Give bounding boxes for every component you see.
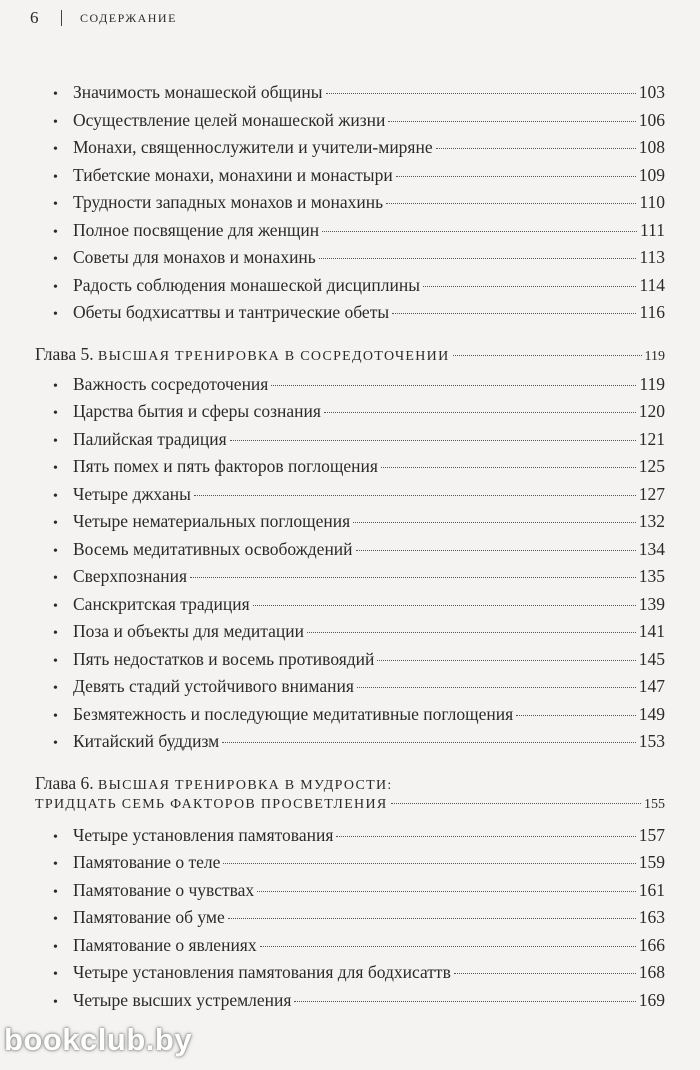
chapter-title-line-2: ТРИДЦАТЬ СЕМЬ ФАКТОРОВ ПРОСВЕТЛЕНИЯ: [35, 796, 388, 812]
toc-group-3: [35, 825, 665, 1018]
chapter-title: ВЫСШАЯ ТРЕНИРОВКА В СОСРЕДОТОЧЕНИИ: [97, 348, 450, 364]
dot-leader: [322, 231, 637, 232]
entry-title: Обеты бодхисаттвы и тантрические обеты: [73, 302, 390, 322]
entry-page: 135: [638, 566, 665, 586]
entry-page: 139: [638, 593, 665, 614]
bullet: •: [53, 252, 58, 267]
dot-leader: [294, 1001, 635, 1002]
toc-entry[interactable]: [35, 247, 665, 275]
bullet: •: [53, 224, 58, 240]
entry-page: 168: [638, 962, 665, 982]
chapter-5-heading[interactable]: [35, 344, 665, 374]
dot-leader: [454, 973, 636, 974]
entry-page: 161: [638, 879, 665, 900]
entry-title: Значимость монашеской общины: [73, 82, 323, 102]
toc-entry[interactable]: [35, 456, 665, 484]
entry-page: 147: [638, 676, 665, 696]
dot-leader: [326, 93, 636, 94]
entry-title: Восемь медитативных освобождений: [73, 538, 353, 559]
bullet: •: [53, 912, 58, 927]
entry-title: Пять недостатков и восемь противоядий: [73, 648, 375, 669]
bullet: •: [53, 461, 58, 476]
toc-entry[interactable]: [35, 137, 665, 165]
bullet: •: [53, 884, 58, 900]
chapter-6-heading[interactable]: [35, 773, 665, 825]
chapter-page: 155: [644, 796, 665, 812]
bullet: •: [53, 653, 58, 669]
toc-entry[interactable]: [35, 484, 665, 512]
entry-page: 127: [638, 483, 665, 504]
bullet: •: [53, 543, 58, 559]
bullet: •: [53, 406, 58, 421]
entry-title: Четыре установления памятования: [73, 824, 334, 845]
bullet: •: [53, 598, 58, 614]
bullet: •: [53, 378, 58, 394]
bullet: •: [53, 571, 58, 586]
entry-page: 109: [638, 164, 665, 185]
toc-entry[interactable]: [35, 511, 665, 539]
dot-leader: [190, 577, 636, 578]
bullet: •: [53, 307, 58, 322]
bullet: •: [53, 939, 58, 955]
dot-leader: [194, 495, 636, 496]
dot-leader: [392, 313, 636, 314]
entry-title: Четыре нематериальных поглощения: [73, 511, 351, 531]
chapter-heading-line-1: [35, 773, 665, 797]
toc-entry[interactable]: [35, 165, 665, 193]
bullet: •: [53, 114, 58, 130]
dot-leader: [396, 176, 636, 177]
toc-entry[interactable]: [35, 220, 665, 248]
entry-title: Монахи, священнослужители и учители-миряне: [73, 137, 433, 157]
entry-page: 119: [639, 373, 665, 394]
entry-page: 132: [638, 511, 665, 531]
chapter-title-line-1: ВЫСШАЯ ТРЕНИРОВКА В МУДРОСТИ:: [97, 777, 393, 793]
chapter-label: Глава 6.: [35, 772, 94, 793]
dot-leader: [223, 863, 635, 864]
dot-leader: [356, 550, 636, 551]
dot-leader: [388, 121, 635, 122]
entry-title: Безмятежность и последующие медитативные поглощения: [73, 703, 514, 724]
entry-title: Санскритская традиция: [73, 593, 250, 614]
dot-leader: [260, 946, 636, 947]
dot-leader: [436, 148, 636, 149]
dot-leader: [253, 605, 636, 606]
dot-leader: [222, 742, 636, 743]
entry-page: 169: [638, 989, 665, 1010]
bullet: •: [53, 516, 58, 531]
entry-page: 106: [638, 109, 665, 130]
bullet: •: [53, 279, 58, 295]
bullet: •: [53, 994, 58, 1010]
entry-page: 111: [640, 219, 665, 240]
toc-entry[interactable]: [35, 704, 665, 732]
entry-page: 103: [638, 82, 665, 102]
entry-title: Осуществление целей монашеской жизни: [73, 109, 386, 130]
entry-page: 116: [639, 302, 665, 322]
dot-leader: [319, 258, 637, 259]
bullet: •: [53, 829, 58, 845]
entry-title: Памятование о чувствах: [73, 879, 255, 900]
bullet: •: [53, 169, 58, 185]
entry-page: 121: [638, 428, 665, 449]
entry-title: Пять помех и пять факторов поглощения: [73, 456, 378, 476]
bullet: •: [53, 87, 58, 102]
dot-leader: [257, 891, 636, 892]
entry-title: Китайский буддизм: [73, 731, 220, 751]
toc-entry[interactable]: [35, 649, 665, 677]
entry-title: Радость соблюдения монашеской дисциплины: [73, 274, 420, 295]
toc-entry[interactable]: [35, 676, 665, 704]
bullet: •: [53, 708, 58, 724]
toc-entry[interactable]: [35, 731, 665, 759]
toc-entry[interactable]: [35, 401, 665, 429]
toc-entry[interactable]: [35, 935, 665, 963]
bullet: •: [53, 142, 58, 157]
chapter-label: Глава 5.: [35, 343, 94, 364]
toc-entry[interactable]: [35, 566, 665, 594]
entry-title: Четыре установления памятования для бодхисаттв: [73, 962, 451, 982]
entry-page: 157: [638, 824, 665, 845]
entry-page: 134: [638, 538, 665, 559]
entry-page: 163: [638, 907, 665, 927]
toc-entry[interactable]: [35, 990, 665, 1018]
toc-entry[interactable]: [35, 374, 665, 402]
entry-title: Царства бытия и сферы сознания: [73, 401, 321, 421]
entry-title: Полное посвящение для женщин: [73, 219, 320, 240]
section-title: СОДЕРЖАНИЕ: [80, 10, 177, 25]
entry-title: Трудности западных монахов и монахинь: [73, 192, 384, 212]
toc-entry[interactable]: [35, 962, 665, 990]
entry-title: Тибетские монахи, монахини и монастыри: [73, 164, 393, 185]
toc-entry[interactable]: [35, 825, 665, 853]
entry-page: 153: [638, 731, 665, 751]
entry-page: 113: [639, 247, 665, 267]
dot-leader: [423, 286, 636, 287]
entry-title: Памятование о явлениях: [73, 934, 257, 955]
entry-title: Советы для монахов и монахинь: [73, 247, 316, 267]
entry-title: Сверхпознания: [73, 566, 188, 586]
dot-leader: [307, 632, 636, 633]
bullet: •: [53, 197, 58, 212]
dot-leader: [324, 412, 636, 413]
dot-leader: [377, 660, 635, 661]
entry-title: Поза и объекты для медитации: [73, 621, 304, 641]
dot-leader: [391, 803, 641, 804]
bullet: •: [53, 857, 58, 872]
running-head: [30, 8, 177, 28]
bullet: •: [53, 488, 58, 504]
chapter-heading-line-2: [35, 797, 665, 825]
bullet: •: [53, 626, 58, 641]
entry-page: 120: [638, 401, 665, 421]
entry-title: Памятование об уме: [73, 907, 225, 927]
table-of-contents: [35, 82, 665, 1017]
entry-page: 166: [638, 934, 665, 955]
entry-page: 125: [638, 456, 665, 476]
chapter-page: 119: [644, 348, 665, 364]
dot-leader: [353, 522, 636, 523]
entry-title: Четыре джханы: [73, 483, 191, 504]
dot-leader: [386, 203, 636, 204]
dot-leader: [228, 918, 636, 919]
entry-page: 108: [638, 137, 665, 157]
entry-title: Памятование о теле: [73, 852, 221, 872]
entry-page: 145: [638, 648, 665, 669]
dot-leader: [516, 715, 636, 716]
dot-leader: [336, 836, 635, 837]
entry-page: 141: [638, 621, 665, 641]
toc-entry[interactable]: [35, 192, 665, 220]
toc-entry[interactable]: [35, 852, 665, 880]
dot-leader: [381, 467, 636, 468]
toc-entry[interactable]: [35, 539, 665, 567]
header-divider: [61, 10, 62, 26]
toc-entry[interactable]: [35, 594, 665, 622]
bullet: •: [53, 433, 58, 449]
toc-entry[interactable]: [35, 621, 665, 649]
page-number: 6: [30, 8, 39, 27]
toc-entry[interactable]: [35, 907, 665, 935]
dot-leader: [230, 440, 636, 441]
entry-title: Важность сосредоточения: [73, 373, 269, 394]
toc-entry[interactable]: [35, 275, 665, 303]
entry-title: Девять стадий устойчивого внимания: [73, 676, 354, 696]
dot-leader: [453, 355, 642, 356]
bullet: •: [53, 967, 58, 982]
entry-page: 114: [639, 274, 665, 295]
entry-page: 149: [638, 703, 665, 724]
watermark: bookclub.by: [4, 1022, 193, 1057]
toc-entry[interactable]: [35, 429, 665, 457]
dot-leader: [357, 687, 636, 688]
toc-entry[interactable]: [35, 880, 665, 908]
toc-group-2: [35, 374, 665, 759]
toc-entry[interactable]: [35, 302, 665, 330]
bullet: •: [53, 736, 58, 751]
entry-page: 159: [638, 852, 665, 872]
dot-leader: [271, 385, 636, 386]
bullet: •: [53, 681, 58, 696]
entry-title: Палийская традиция: [73, 428, 227, 449]
toc-group-1: [35, 82, 665, 330]
entry-title: Четыре высших устремления: [73, 989, 292, 1010]
entry-page: 110: [639, 192, 665, 212]
toc-entry[interactable]: [35, 82, 665, 110]
toc-entry[interactable]: [35, 110, 665, 138]
